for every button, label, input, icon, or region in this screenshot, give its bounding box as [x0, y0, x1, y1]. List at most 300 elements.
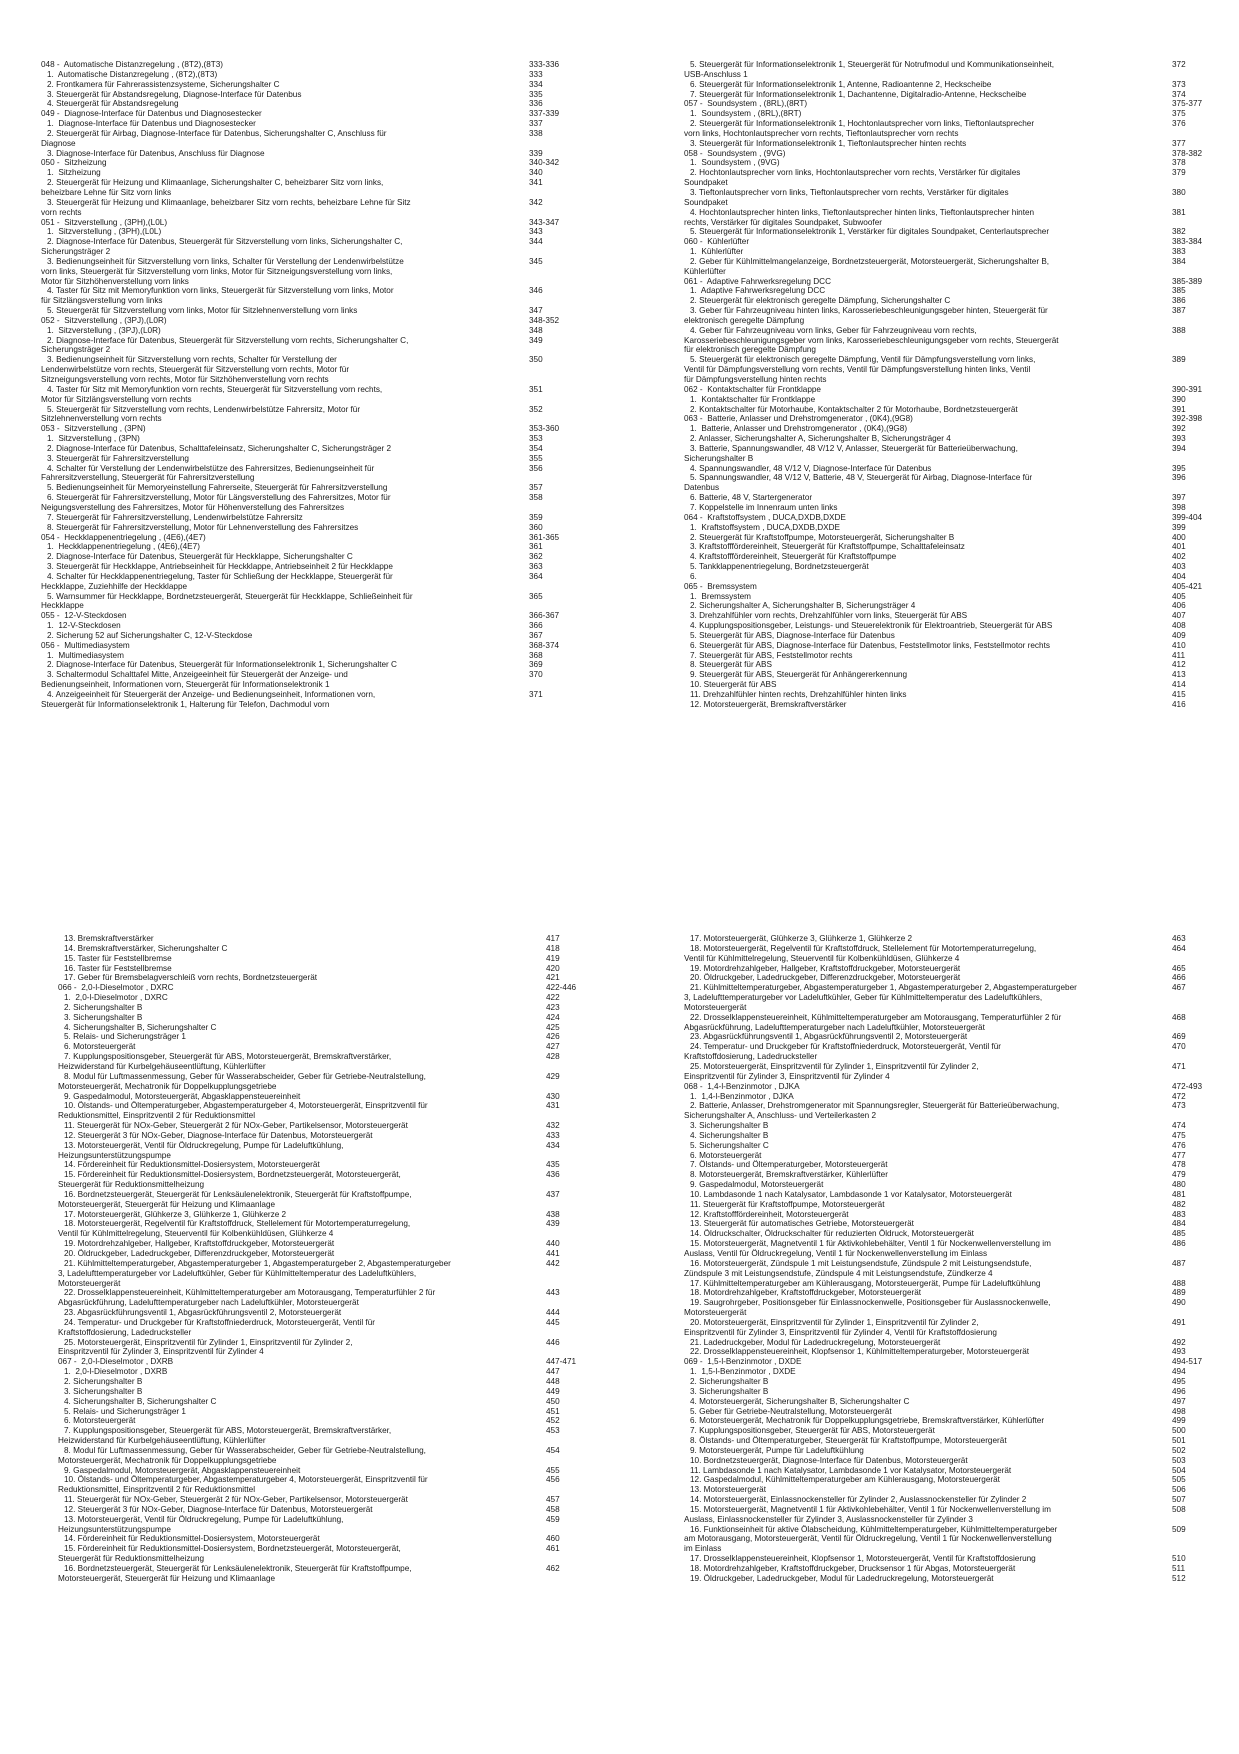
toc-entry-title: 064 - Kraftstoffsystem , DUCA,DXDB,DXDE [684, 512, 846, 522]
toc-entry-page: 484 [1172, 1219, 1186, 1229]
toc-entry-title: 22. Drosselklappensteuereinheit, Kühlmitteltemperaturgeber am Motorausgang, Temperaturfühler 2 für [64, 1288, 436, 1298]
toc-entry-title: 055 - 12-V-Steckdosen [41, 611, 127, 621]
toc-entry-page: 404 [1172, 571, 1186, 581]
toc-entry-title: 9. Gaspedalmodul, Motorsteuergerät [690, 1180, 824, 1190]
toc-entry-title: 3. Sicherungshalter B [64, 1012, 143, 1022]
toc-entry-title: 6. [690, 571, 697, 581]
toc-entry-row [684, 473, 1208, 483]
toc-entry-row [41, 690, 565, 700]
toc-entry-title: 11. Steuergerät für Kraftstoffpumpe, Motorsteuergerät [690, 1199, 885, 1209]
toc-entry-row [684, 680, 1208, 690]
toc-entry-page: 402 [1172, 552, 1186, 562]
toc-entry-page: 406 [1172, 601, 1186, 611]
toc-section-row [41, 611, 565, 621]
toc-entry-page: 447 [546, 1367, 560, 1377]
toc-entry-page: 417 [546, 934, 560, 943]
toc-entry-page: 472 [1172, 1091, 1186, 1101]
toc-entry-row [684, 1466, 1208, 1476]
toc-entry-page: 458 [546, 1504, 560, 1514]
toc-entry-row [684, 267, 1208, 277]
toc-entry-row [684, 60, 1208, 70]
toc-entry-row [684, 1338, 1208, 1348]
toc-entry-page: 420 [546, 963, 560, 973]
toc-entry-title: 5. Relais- und Sicherungsträger 1 [64, 1406, 186, 1416]
toc-entry-page: 449 [546, 1386, 560, 1396]
toc-entry-row [58, 1328, 582, 1338]
toc-entry-title: 18. Motorsteuergerät, Regelventil für Kraftstoffdruck, Stellelement für Motortemperaturregelung, [64, 1219, 411, 1229]
toc-entry-row [684, 198, 1208, 208]
toc-entry-page: 389 [1172, 355, 1186, 365]
toc-entry-page: 429 [546, 1071, 560, 1081]
toc-entry-page [529, 365, 565, 375]
toc-entry-row [684, 523, 1208, 533]
toc-section-row [58, 1357, 582, 1367]
toc-panel-bottom-left [58, 934, 582, 1710]
toc-entry-title: Motorsteuergerät, Steuergerät für Heizung und Klimaanlage [58, 1199, 276, 1209]
toc-entry-row [58, 1456, 582, 1466]
toc-section-row [41, 218, 565, 228]
toc-entry-row [58, 1485, 582, 1495]
toc-entry-page: 359 [529, 512, 543, 522]
toc-entry-title: 16. Taster für Feststellbremse [64, 963, 172, 973]
toc-section-row [41, 533, 565, 543]
toc-entry-page: 333 [529, 69, 543, 79]
toc-entry-row [41, 651, 565, 661]
toc-entry-page [1172, 1072, 1208, 1082]
toc-entry-page: 364 [529, 571, 543, 581]
toc-entry-page: 482 [1172, 1199, 1186, 1209]
toc-entry-title: 061 - Adaptive Fahrwerksregelung DCC [684, 276, 831, 286]
toc-entry-title: 066 - 2,0-l-Dieselmotor , DXRC [58, 983, 174, 993]
toc-entry-row [58, 1052, 582, 1062]
toc-entry-row [684, 1131, 1208, 1141]
toc-entry-row [41, 621, 565, 631]
toc-entry-page [546, 1554, 582, 1564]
toc-entry-title: 5. Warnsummer für Heckklappe, Bordnetzsteuergerät, Steuergerät für Heckklappe, Schließeinheit für [47, 591, 413, 601]
toc-entry-page: 474 [1172, 1121, 1186, 1131]
toc-entry-row [41, 434, 565, 444]
toc-entry-title: 15. Motorsteuergerät, Magnetventil 1 für Aktivkohlebehälter, Ventil 1 für Nockenwellenverstellung im [690, 1239, 1051, 1249]
toc-entry-page: 438 [546, 1209, 560, 1219]
toc-entry-row [41, 582, 565, 592]
toc-entry-page [546, 1269, 582, 1279]
toc-entry-row [58, 1475, 582, 1485]
toc-entry-row [684, 1515, 1208, 1525]
toc-entry-title: 11. Steuergerät für NOx-Geber, Steuergerät 2 für NOx-Geber, Partikelsensor, Motorsteuergerät [64, 1495, 408, 1505]
toc-entry-row [684, 1092, 1208, 1102]
toc-entry-title: 7. Kupplungspositionsgeber, Steuergerät für ABS, Motorsteuergerät [690, 1426, 935, 1436]
toc-entry-row [684, 631, 1208, 641]
toc-entry-page [529, 680, 565, 690]
toc-entry-page: 470 [1172, 1042, 1186, 1052]
toc-entry-title: Motorsteuergerät [684, 1308, 747, 1318]
toc-entry-page [529, 503, 565, 513]
toc-entry-title: 056 - Multimediasystem [41, 640, 130, 650]
toc-entry-row [684, 1101, 1208, 1111]
toc-entry-row [684, 1269, 1208, 1279]
toc-entry-title: 063 - Batterie, Anlasser und Drehstromgenerator , (0K4),(9G8) [684, 414, 913, 424]
toc-entry-row [684, 1475, 1208, 1485]
toc-entry-row [684, 700, 1208, 710]
toc-entry-title: Sicherungsträger 2 [41, 247, 111, 257]
toc-entry-title: 13. Motorsteuergerät [690, 1485, 767, 1495]
toc-entry-title: Motorsteuergerät, Steuergerät für Heizung und Klimaanlage [58, 1573, 276, 1583]
toc-entry-title: 4. Spannungswandler, 48 V/12 V, Diagnose-Interface für Datenbus [690, 463, 932, 473]
toc-entry-row [58, 1387, 582, 1397]
toc-entry-page: 468 [1172, 1012, 1186, 1022]
toc-entry-row [41, 247, 565, 257]
toc-entry-page: 423 [546, 1002, 560, 1012]
toc-entry-title: Abgasrückführung, Ladelufttemperaturgeber nach Ladeluftkühler, Motorsteuergerät [58, 1298, 359, 1308]
toc-entry-title: Sitzlehnenverstellung vorn rechts [41, 414, 162, 424]
toc-entry-page [546, 1456, 582, 1466]
toc-entry-page: 398 [1172, 502, 1186, 512]
toc-entry-title: 3. Sicherungshalter B [64, 1386, 143, 1396]
toc-entry-title: 24. Temperatur- und Druckgeber für Kraftstoffniederdruck, Motorsteuergerät, Ventil für [690, 1042, 1001, 1052]
toc-entry-page: 353 [529, 434, 543, 444]
toc-entry-title: Einspritzventil für Zylinder 3, Einspritzventil für Zylinder 4, Ventil für Kraftstoffdosierung [684, 1327, 997, 1337]
toc-entry-page: 510 [1172, 1554, 1186, 1564]
toc-entry-title: 15. Taster für Feststellbremse [64, 953, 172, 963]
toc-entry-title: Zündspule 3 mit Leistungsendstufe, Zündspule 4 mit Leistungsendstufe, Zündkerze 4 [684, 1268, 993, 1278]
toc-entry-title: 3. Batterie, Spannungswandler, 48 V/12 V, Anlasser, Steuergerät für Batterieüberwachung, [690, 443, 1018, 453]
toc-entry-row [58, 973, 582, 983]
toc-entry-row [58, 1298, 582, 1308]
toc-entry-row [58, 1466, 582, 1476]
toc-entry-title: 1. 2,0-l-Dieselmotor , DXRB [64, 1367, 168, 1377]
toc-entry-page [1172, 1534, 1208, 1544]
toc-entry-title: 9. Gaspedalmodul, Motorsteuergerät, Abgasklappensteuereinheit [64, 1091, 301, 1101]
toc-entry-row [58, 1131, 582, 1141]
toc-entry-row [41, 444, 565, 454]
toc-entry-page: 409 [1172, 630, 1186, 640]
toc-entry-title: 5. Steuergerät für Sitzverstellung vorn rechts, Lendenwirbelstütze Fahrersitz, Motor für [47, 404, 361, 414]
toc-entry-row [684, 1160, 1208, 1170]
toc-entry-page: 489 [1172, 1288, 1186, 1298]
toc-entry-title: 15. Fördereinheit für Reduktionsmittel-Dosiersystem, Bordnetzsteuergerät, Motorsteuergerät, [64, 1544, 401, 1554]
toc-entry-page: 354 [529, 443, 543, 453]
toc-entry-title: 17. Geber für Bremsbelagverschleiß vorn rechts, Bordnetzsteuergerät [64, 973, 318, 983]
toc-entry-row [684, 973, 1208, 983]
toc-entry-row [684, 208, 1208, 218]
toc-panel-top-left [41, 60, 565, 832]
toc-entry-title: Sitzneigungsverstellung vorn rechts, Motor für Sitzhöhenverstellung vorn rechts [41, 375, 329, 384]
toc-entry-title: 24. Temperatur- und Druckgeber für Kraftstoffniederdruck, Motorsteuergerät, Ventil für [64, 1317, 375, 1327]
toc-entry-row [41, 336, 565, 346]
toc-entry-page [529, 395, 565, 405]
toc-entry-row [41, 257, 565, 267]
toc-entry-page: 465 [1172, 963, 1186, 973]
toc-entry-page: 367 [529, 630, 543, 640]
toc-entry-page: 508 [1172, 1504, 1186, 1514]
toc-section-row [41, 109, 565, 119]
toc-entry-page: 405-421 [1172, 581, 1203, 591]
toc-entry-row [684, 1023, 1208, 1033]
toc-entry-page [1172, 345, 1208, 355]
toc-entry-page: 483 [1172, 1209, 1186, 1219]
toc-entry-page: 411 [1172, 650, 1186, 660]
toc-entry-title: 3. Geber für Fahrzeugniveau hinten links, Karosseriebeschleunigungsgeber hinten, Steuergerät für [690, 306, 1048, 316]
toc-entry-row [684, 1121, 1208, 1131]
toc-entry-title: 2. Frontkamera für Fahrerassistenzsysteme, Sicherungshalter C [47, 79, 280, 89]
toc-entry-title: 6. Steuergerät für Fahrersitzverstellung, Motor für Längsverstellung des Fahrersitzes, Motor für [47, 493, 391, 503]
toc-entry-title: Steuergerät für Reduktionsmittelheizung [58, 1180, 205, 1190]
toc-entry-title: Soundpaket [684, 197, 728, 207]
toc-entry-title: Motor für Sitzhöhenverstellung vorn links [41, 276, 189, 286]
toc-entry-title: 6. Steuergerät für ABS, Diagnose-Interface für Datenbus, Feststellmotor links, Feststellmotor rechts [690, 640, 1050, 650]
toc-entry-title: 3. Kraftstofffördereinheit, Steuergerät für Kraftstoffpumpe, Schalttafeleinsatz [690, 542, 965, 552]
toc-entry-title: Sicherungshalter A, Anschluss- und Verteilerkasten 2 [684, 1111, 877, 1121]
toc-entry-title: 1. Automatische Distanzregelung , (8T2),(8T3) [47, 69, 218, 79]
toc-entry-row [684, 1042, 1208, 1052]
toc-entry-page: 361 [529, 542, 543, 552]
toc-entry-row [41, 473, 565, 483]
toc-entry-page: 424 [546, 1012, 560, 1022]
toc-entry-page: 422 [546, 993, 560, 1003]
toc-entry-page: 383-384 [1172, 237, 1203, 247]
toc-entry-title: Sicherungshalter B [684, 453, 754, 463]
toc-entry-row [41, 306, 565, 316]
toc-entry-page: 412 [1172, 660, 1186, 670]
toc-entry-page: 414 [1172, 680, 1186, 690]
toc-entry-page: 497 [1172, 1396, 1186, 1406]
toc-entry-title: 6. Motorsteuergerät [64, 1042, 136, 1052]
toc-entry-row [41, 660, 565, 670]
toc-entry-page [1172, 1269, 1208, 1279]
toc-entry-row [684, 1505, 1208, 1515]
toc-entry-page: 452 [546, 1416, 560, 1426]
toc-entry-page: 387 [1172, 306, 1186, 316]
toc-entry-page [1172, 1111, 1208, 1121]
toc-entry-row [41, 395, 565, 405]
toc-entry-page: 464 [1172, 943, 1186, 953]
toc-entry-row [41, 198, 565, 208]
toc-entry-row [41, 90, 565, 100]
toc-entry-title: 9. Motorsteuergerät, Pumpe für Ladeluftkühlung [690, 1445, 864, 1455]
toc-entry-title: 7. Kupplungspositionsgeber, Steuergerät für ABS, Motorsteuergerät, Bremskraftverstärker, [64, 1426, 392, 1436]
toc-entry-page: 471 [1172, 1061, 1186, 1071]
toc-entry-row [684, 395, 1208, 405]
toc-entry-page: 427 [546, 1042, 560, 1052]
toc-entry-page [529, 296, 565, 306]
toc-entry-page: 366-367 [529, 611, 560, 621]
toc-entry-row [684, 1239, 1208, 1249]
toc-entry-row [41, 237, 565, 247]
toc-entry-page: 347 [529, 306, 543, 316]
toc-entry-title: 5. Geber für Getriebe-Neutralstellung, Motorsteuergerät [690, 1406, 892, 1416]
toc-entry-page [529, 473, 565, 483]
toc-entry-page: 350 [529, 355, 543, 365]
toc-entry-title: Ventil für Kühlmittelregelung, Steuerventil für Kolbenkühldüsen, Glühkerze 4 [58, 1229, 334, 1239]
toc-entry-title: 8. Steuergerät für Fahrersitzverstellung, Motor für Lehnenverstellung des Fahrersitzes [47, 522, 359, 532]
toc-entry-page: 416 [1172, 699, 1186, 709]
toc-entry-row [58, 1574, 582, 1584]
toc-entry-title: Diagnose [41, 138, 76, 148]
toc-entry-page: 492 [1172, 1337, 1186, 1347]
toc-entry-row [58, 1003, 582, 1013]
toc-entry-page: 407 [1172, 611, 1186, 621]
toc-entry-row [58, 1082, 582, 1092]
toc-entry-row [684, 218, 1208, 228]
toc-entry-page [529, 601, 565, 611]
toc-entry-row [41, 680, 565, 690]
toc-entry-page: 502 [1172, 1445, 1186, 1455]
toc-entry-page: 396 [1172, 473, 1186, 483]
toc-entry-row [58, 1288, 582, 1298]
toc-entry-title: für Dämpfungsverstellung hinten rechts [684, 375, 827, 384]
toc-entry-row [684, 964, 1208, 974]
toc-entry-page: 419 [546, 953, 560, 963]
toc-entry-page: 343 [529, 227, 543, 237]
toc-entry-title: im Einlass [684, 1544, 722, 1554]
toc-entry-page: 469 [1172, 1032, 1186, 1042]
toc-section-row [684, 385, 1208, 395]
toc-entry-row [41, 700, 565, 710]
toc-entry-title: 7. Ölstands- und Öltemperaturgeber, Motorsteuergerät [690, 1160, 888, 1170]
toc-entry-row [684, 70, 1208, 80]
toc-entry-page: 451 [546, 1406, 560, 1416]
toc-entry-page: 455 [546, 1465, 560, 1475]
toc-entry-title: 3. Sicherungshalter B [690, 1121, 769, 1131]
toc-entry-title: 068 - 1,4-l-Benzinmotor , DJKA [684, 1081, 800, 1091]
toc-entry-title: 2. Sicherung 52 auf Sicherungshalter C, 12-V-Steckdose [47, 630, 253, 640]
toc-entry-title: 7. Koppelstelle im Innenraum unten links [690, 502, 838, 512]
toc-entry-page [1172, 1003, 1208, 1013]
toc-entry-page [546, 1328, 582, 1338]
toc-entry-page: 436 [546, 1170, 560, 1180]
toc-entry-title: 2. Geber für Kühlmittelmangelanzeige, Bordnetzsteuergerät, Motorsteuergerät, Sicherungshalter B, [690, 256, 1050, 266]
toc-entry-row [684, 1426, 1208, 1436]
toc-entry-page [1172, 70, 1208, 80]
toc-entry-page: 400 [1172, 532, 1186, 542]
toc-entry-row [58, 944, 582, 954]
toc-entry-title: 18. Motordrehzahlgeber, Kraftstoffdruckgeber, Drucksensor 1 für Abgas, Motorsteuergerät [690, 1564, 1016, 1573]
toc-entry-page: 341 [529, 178, 543, 188]
toc-entry-title: 065 - Bremssystem [684, 581, 757, 591]
toc-entry-title: 13. Motorsteuergerät, Ventil für Öldruckregelung, Pumpe für Ladeluftkühlung, [64, 1514, 344, 1524]
toc-entry-page: 337-339 [529, 109, 560, 119]
toc-section-row [684, 582, 1208, 592]
toc-entry-row [684, 1436, 1208, 1446]
toc-entry-row [684, 533, 1208, 543]
toc-entry-page: 488 [1172, 1278, 1186, 1288]
toc-entry-page: 466 [1172, 973, 1186, 983]
toc-entry-title: 3. Diagnose-Interface für Datenbus, Anschluss für Diagnose [47, 148, 265, 158]
toc-entry-row [684, 1446, 1208, 1456]
toc-entry-row [684, 1328, 1208, 1338]
toc-entry-page: 509 [1172, 1524, 1186, 1534]
toc-entry-title: 8. Modul für Luftmassenmessung, Geber für Wasserabscheider, Geber für Getriebe-Neutralstellung, [64, 1445, 426, 1455]
toc-entry-row [41, 601, 565, 611]
toc-entry-row [58, 1180, 582, 1190]
toc-entry-title: 054 - Heckklappenentriegelung , (4E6),(4E7) [41, 532, 206, 542]
toc-entry-title: 20. Motorsteuergerät, Einspritzventil für Zylinder 1, Einspritzventil für Zylinder 2, [690, 1317, 979, 1327]
toc-entry-row [684, 670, 1208, 680]
toc-entry-row [58, 1121, 582, 1131]
toc-entry-row [41, 296, 565, 306]
toc-entry-row [41, 227, 565, 237]
toc-entry-title: vorn links, Hochtonlautsprecher vorn rechts, Tieftonlautsprecher vorn rechts [684, 128, 959, 138]
toc-entry-row [684, 139, 1208, 149]
toc-entry-row [41, 670, 565, 680]
toc-section-row [684, 99, 1208, 109]
toc-entry-title: 25. Motorsteuergerät, Einspritzventil für Zylinder 1, Einspritzventil für Zylinder 2, [64, 1337, 353, 1347]
toc-entry-title: 22. Drosselklappensteuereinheit, Klopfsensor 1, Kühlmitteltemperaturgeber, Motorsteuergerät [690, 1347, 1030, 1357]
toc-entry-page: 385 [1172, 286, 1186, 296]
toc-entry-page [1172, 1052, 1208, 1062]
toc-entry-title: 6. Motorsteuergerät [690, 1150, 762, 1160]
toc-entry-page [546, 1200, 582, 1210]
toc-entry-title: 15. Motorsteuergerät, Magnetventil 1 für Aktivkohlebehälter, Ventil 1 für Nockenwellenverstellung im [690, 1504, 1051, 1514]
toc-entry-title: Karosseriebeschleunigungsgeber vorn links, Karosseriebeschleunigungsgeber vorn rechts, Steuergerät [684, 335, 1059, 345]
toc-entry-page: 503 [1172, 1455, 1186, 1465]
toc-entry-row [684, 365, 1208, 375]
toc-entry-title: 23. Abgasrückführungsventil 1, Abgasrückführungsventil 2, Motorsteuergerät [690, 1032, 968, 1042]
toc-entry-title: 3. Bedienungseinheit für Sitzverstellung vorn links, Schalter für Verstellung der Lendenwirbelstütze [47, 256, 404, 266]
toc-entry-page [546, 1298, 582, 1308]
toc-entry-title: 10. Ölstands- und Öltemperaturgeber, Abgastemperaturgeber 4, Motorsteuergerät, Einspritzventil für [64, 1475, 428, 1485]
toc-entry-title: Kraftstoffdosierung, Ladedrucksteller [58, 1327, 192, 1337]
toc-entry-title: 5. Steuergerät für ABS, Diagnose-Interface für Datenbus [690, 630, 895, 640]
toc-entry-page: 493 [1172, 1347, 1186, 1357]
toc-entry-row [58, 1219, 582, 1229]
toc-entry-page: 446 [546, 1337, 560, 1347]
toc-entry-title: Neigungsverstellung des Fahrersitzes, Motor für Höhenverstellung des Fahrersitzes [41, 502, 345, 512]
toc-entry-page: 379 [1172, 168, 1186, 178]
toc-entry-page [529, 188, 565, 198]
toc-entry-page: 432 [546, 1121, 560, 1131]
toc-entry-page [546, 1347, 582, 1357]
toc-entry-page: 375-377 [1172, 99, 1203, 109]
toc-entry-title: 067 - 2,0-l-Dieselmotor , DXRB [58, 1357, 174, 1367]
toc-entry-page: 371 [529, 690, 543, 699]
toc-entry-page [546, 1525, 582, 1535]
toc-entry-page: 431 [546, 1101, 560, 1111]
toc-entry-row [684, 1062, 1208, 1072]
toc-entry-row [684, 375, 1208, 385]
toc-entry-title: 1. 2,0-l-Dieselmotor , DXRC [64, 993, 168, 1003]
toc-entry-title: 9. Gaspedalmodul, Motorsteuergerät, Abgasklappensteuereinheit [64, 1465, 301, 1475]
toc-entry-title: 4. Sicherungshalter B [690, 1130, 769, 1140]
toc-entry-title: Heizwiderstand für Kurbelgehäuseentlüftung, Kühlerlüfter [58, 1436, 266, 1446]
toc-entry-row [41, 523, 565, 533]
toc-entry-page: 365 [529, 591, 543, 601]
toc-entry-page [546, 1062, 582, 1072]
toc-entry-title: 2. Anlasser, Sicherungshalter A, Sicherungshalter B, Sicherungsträger 4 [690, 434, 951, 444]
toc-section-row [684, 1082, 1208, 1092]
toc-entry-page: 421 [546, 973, 560, 983]
toc-entry-title: Motorsteuergerät [58, 1278, 121, 1288]
toc-entry-row [58, 1249, 582, 1259]
toc-entry-page: 385-389 [1172, 276, 1203, 286]
toc-entry-title: Ventil für Kühlmittelregelung, Steuerventil für Kolbenkühldüsen, Glühkerze 4 [684, 953, 960, 963]
toc-entry-title: 18. Motorsteuergerät, Regelventil für Kraftstoffdruck, Stellelement für Motortemperaturregelung, [690, 943, 1037, 953]
toc-entry-row [684, 464, 1208, 474]
toc-entry-title: 6. Steuergerät für Informationselektronik 1, Antenne, Radioantenne 2, Heckscheibe [690, 79, 992, 89]
toc-entry-row [41, 208, 565, 218]
toc-entry-page: 382 [1172, 227, 1186, 237]
toc-entry-title: 12. Kraftstofffördereinheit, Motorsteuergerät [690, 1209, 849, 1219]
toc-entry-title: USB-Anschluss 1 [684, 69, 748, 79]
toc-entry-page: 390 [1172, 394, 1186, 404]
toc-entry-row [58, 1239, 582, 1249]
toc-entry-title: Lendenwirbelstütze vorn rechts, Steuergerät für Sitzverstellung vorn rechts, Motor für [41, 365, 350, 375]
toc-entry-page: 339 [529, 148, 543, 158]
toc-entry-title: 7. Steuergerät für ABS, Feststellmotor rechts [690, 650, 853, 660]
toc-entry-page: 415 [1172, 690, 1186, 699]
toc-entry-title: 058 - Soundsystem , (9VG) [684, 148, 786, 158]
toc-entry-title: 17. Motorsteuergerät, Glühkerze 3, Glühkerze 1, Glühkerze 2 [690, 934, 913, 943]
